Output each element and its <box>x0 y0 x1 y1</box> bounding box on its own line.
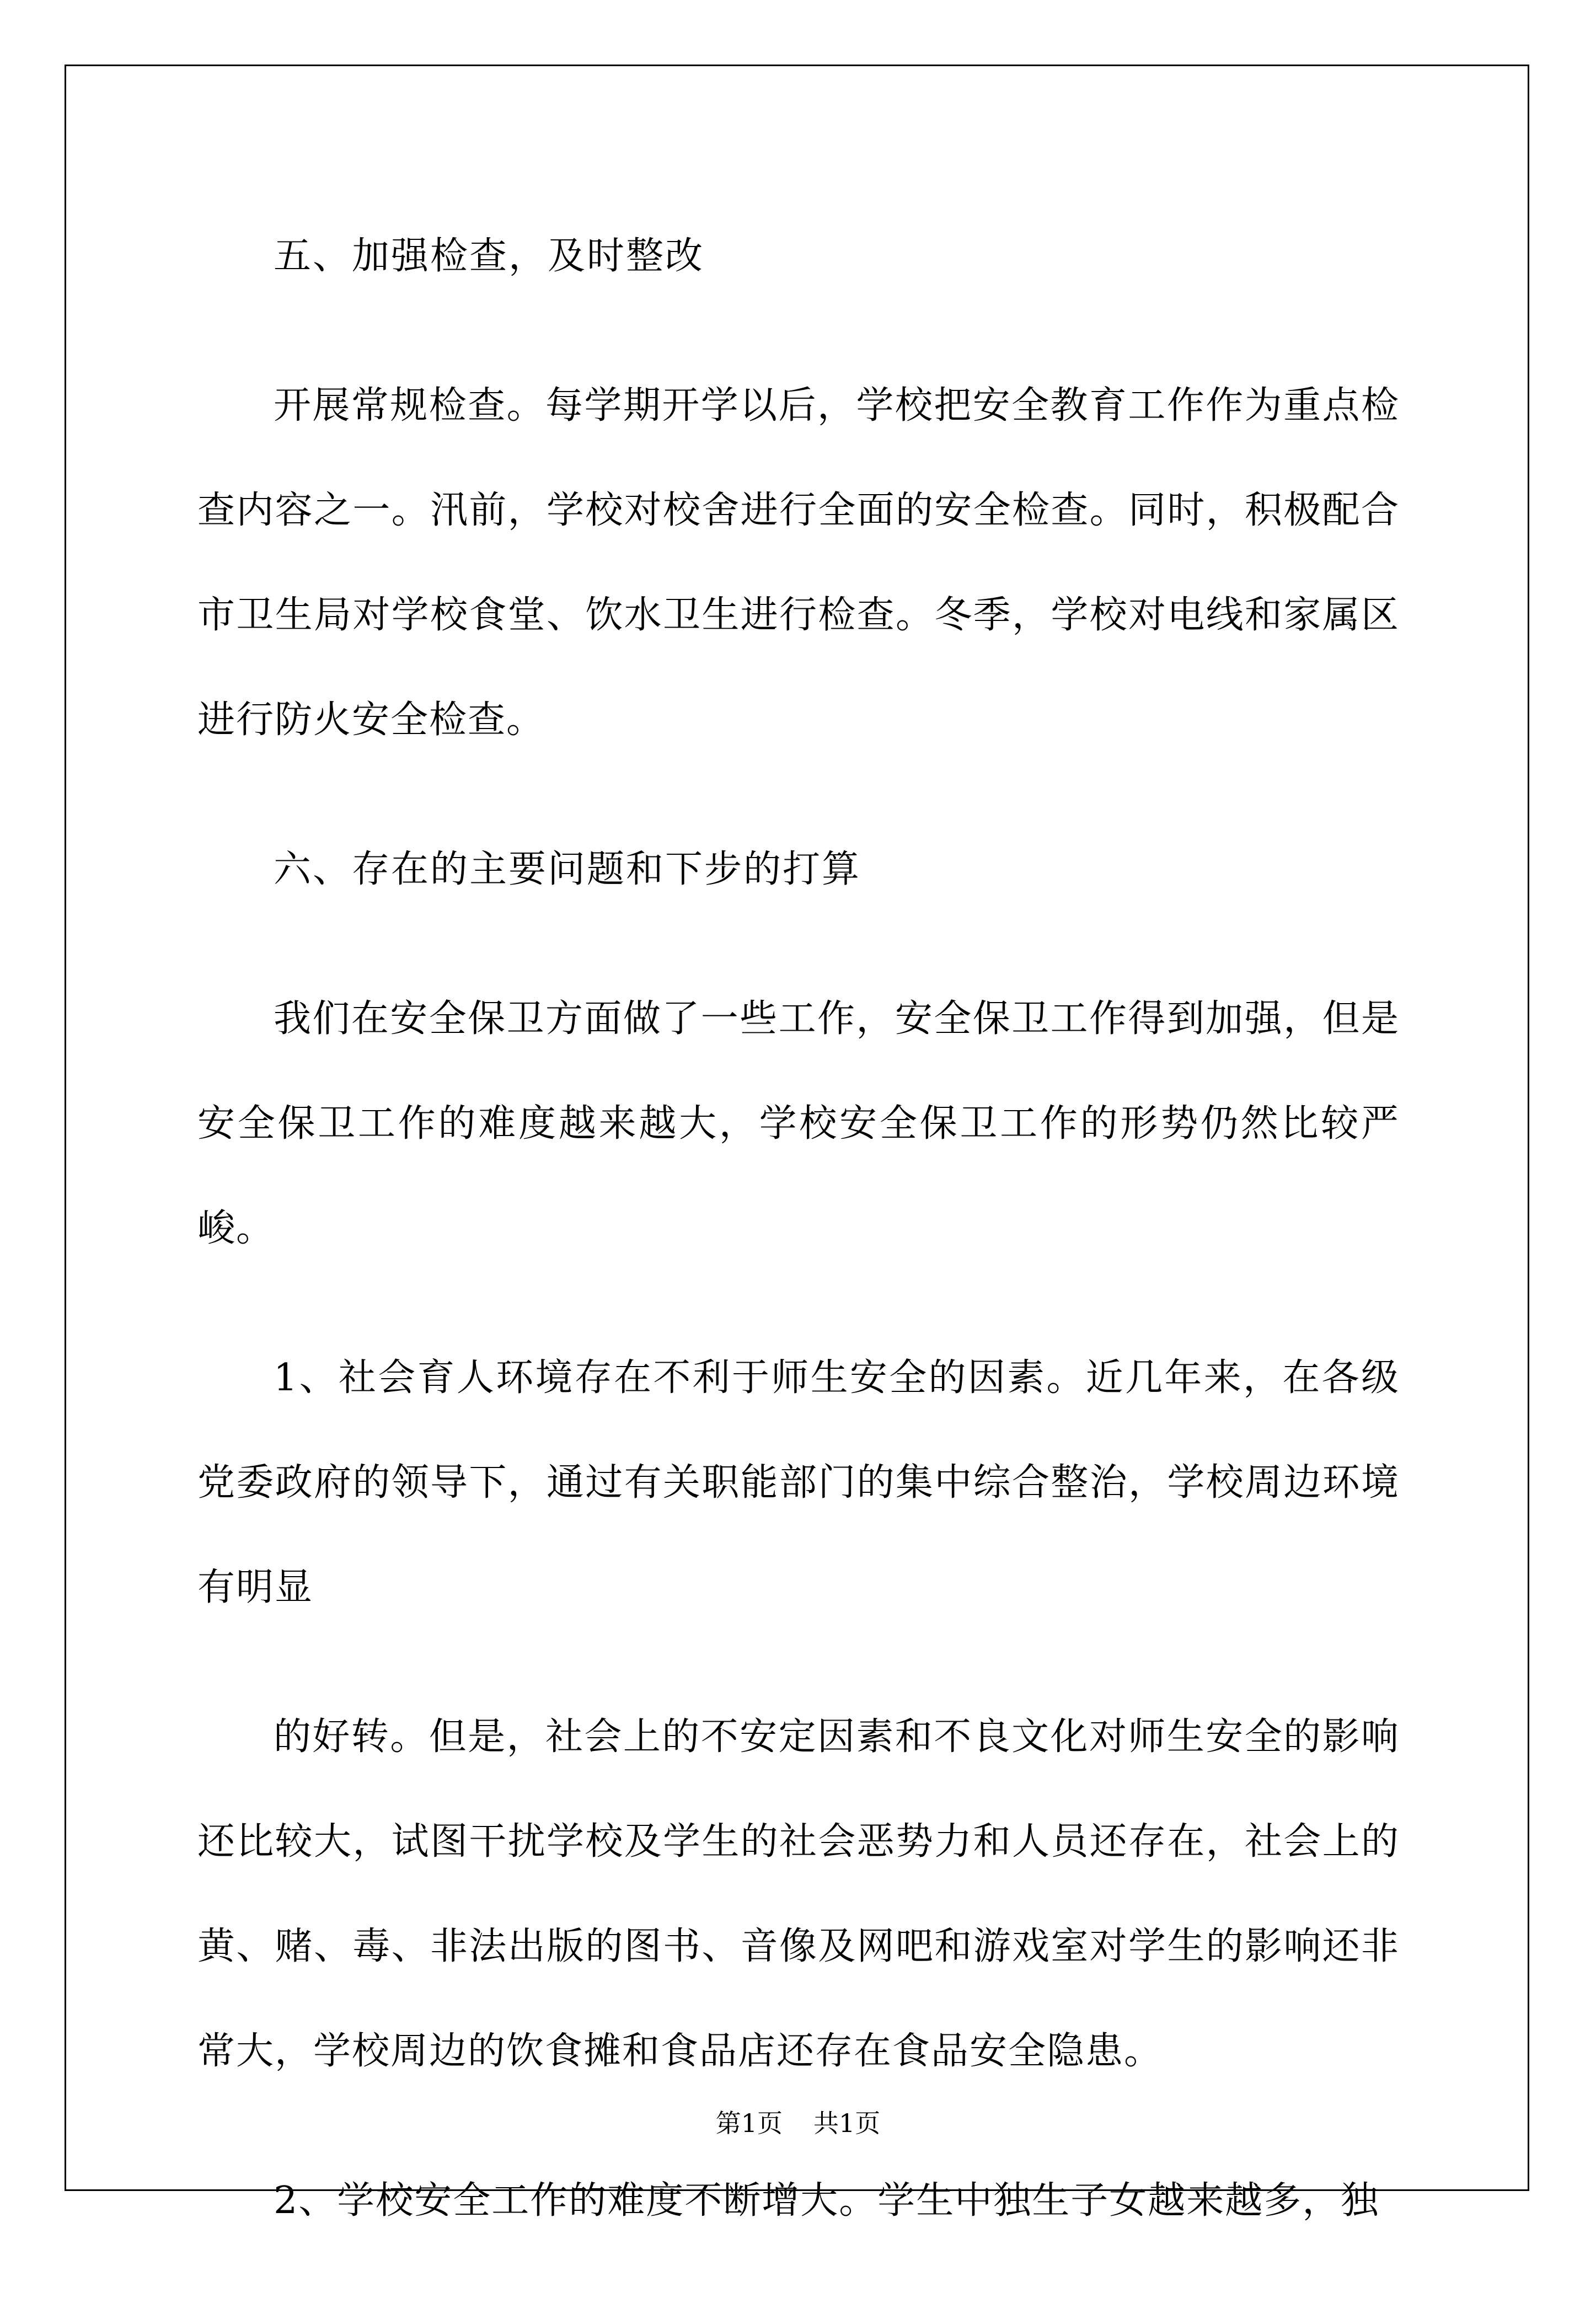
paragraph: 1、社会育人环境存在不利于师生安全的因素。近几年来，在各级党委政府的领导下，通过有关职能部门的集中综合整治，学校周边环境有明显 <box>197 1356 1400 1609</box>
paragraph: 开展常规检查。每学期开学以后，学校把安全教育工作作为重点检查内容之一。汛前，学校对校舍进行全面的安全检查。同时，积极配合市卫生局对学校食堂、饮水卫生进行检查。冬季，学校对电线和家属区进行防火安全检查。 <box>197 384 1400 742</box>
paragraph: 的好转。但是，社会上的不安定因素和不良文化对师生安全的影响还比较大，试图干扰学校及学生的社会恶势力和人员还存在，社会上的黄、赌、毒、非法出版的图书、音像及网吧和游戏室对学生的影响还非常大，学校周边的饮食摊和食品店还存在食品安全隐患。 <box>197 1715 1400 2073</box>
section-heading-5: 五、加强检查，及时整改 <box>274 234 705 278</box>
paragraph: 2、学校安全工作的难度不断增大。学生中独生子女越来越多，独 <box>274 2179 1380 2222</box>
page-number: 第1页 <box>715 2108 783 2138</box>
page-footer <box>0 2107 1596 2140</box>
paragraph: 我们在安全保卫方面做了一些工作，安全保卫工作得到加强，但是安全保卫工作的难度越来越大，学校安全保卫工作的形势仍然比较严峻。 <box>197 997 1400 1250</box>
document-body <box>197 204 1400 2298</box>
section-heading-6: 六、存在的主要问题和下步的打算 <box>274 848 861 891</box>
page-total: 共1页 <box>813 2108 881 2138</box>
